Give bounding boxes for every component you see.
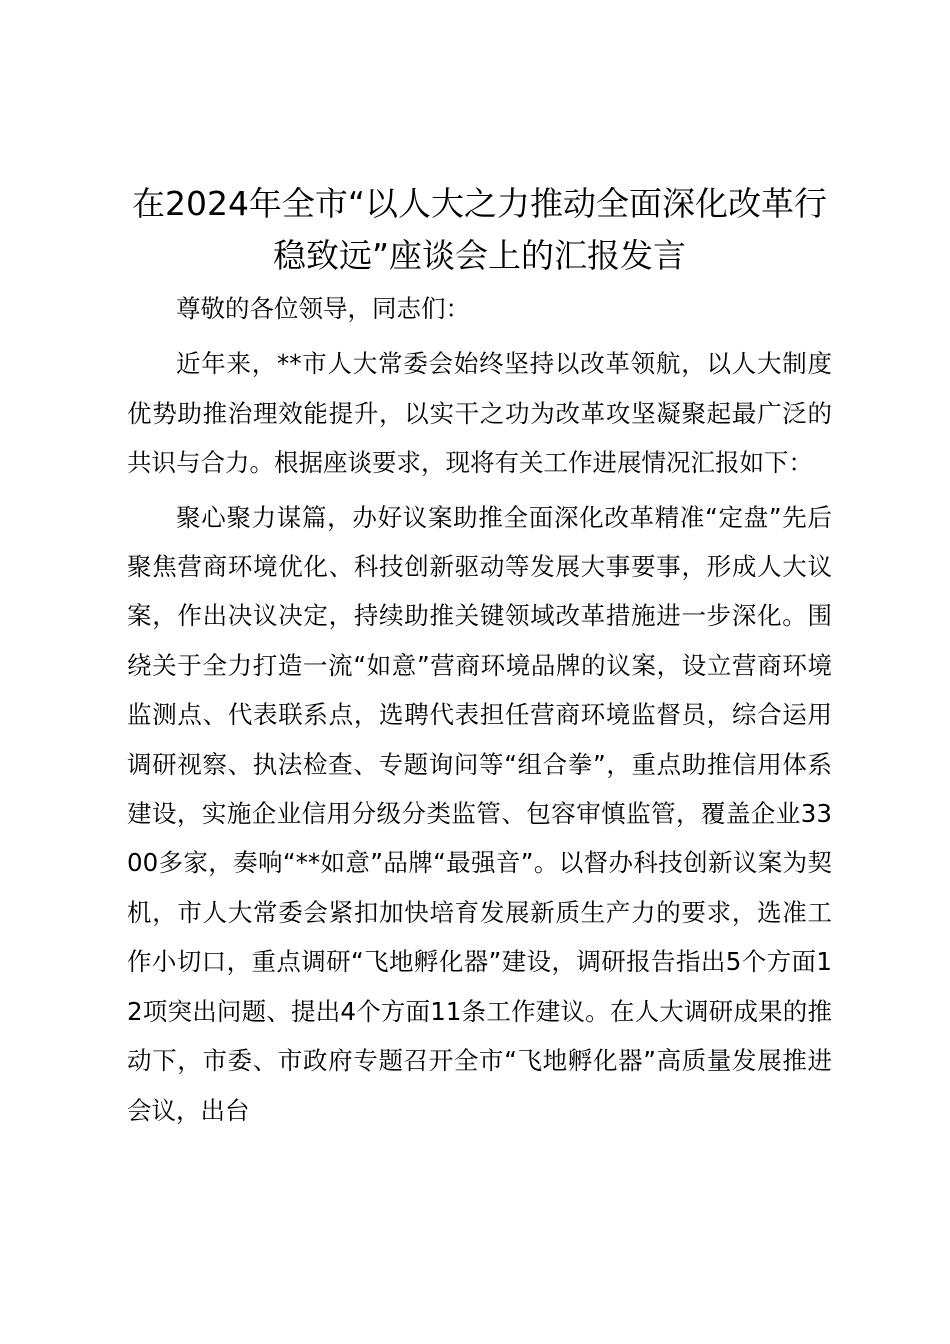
paragraph-intro: 近年来，**市人大常委会始终坚持以改革领航，以人大制度优势助推治理效能提升，以实干之功为改革攻坚凝聚起最广泛的共识与合力。根据座谈要求，现将有关工作进展情况汇报如下： [127, 349, 832, 478]
document-page [127, 178, 832, 1135]
salutation: 尊敬的各位领导，同志们： [176, 294, 470, 323]
paragraph-body: 聚心聚力谋篇，办好议案助推全面深化改革精准“定盘”先后聚焦营商环境优化、科技创新驱动等发展大事要事，形成人大议案，作出决议决定，持续助推关键领域改革措施进一步深化。围绕关于全力打造一流“如意”营商环境品牌的议案，设立营商环境监测点、代表联系点，选聘代表担任营商环境监督员，综合运用调研视察、执法检查、专题询问等“组合拳”，重点助推信用体系建设，实施企业信用分级分类监管、包容审慎监管，覆盖企业3300多家，奏响“**如意”品牌“最强音”。以督办科技创新议案为契机，市人大常委会紧扣加快培育发展新质生产力的要求，选准工作小切口，重点调研“飞地孵化器”建设，调研报告指出5个方面12项突出问题、提出4个方面11条工作建议。在人大调研成果的推动下，市委、市政府专题召开全市“飞地孵化器”高质量发展推进会议，出台 [127, 502, 832, 1125]
document-title: 在2024年全市“以人大之力推动全面深化改革行稳致远”座谈会上的汇报发言 [131, 184, 828, 275]
